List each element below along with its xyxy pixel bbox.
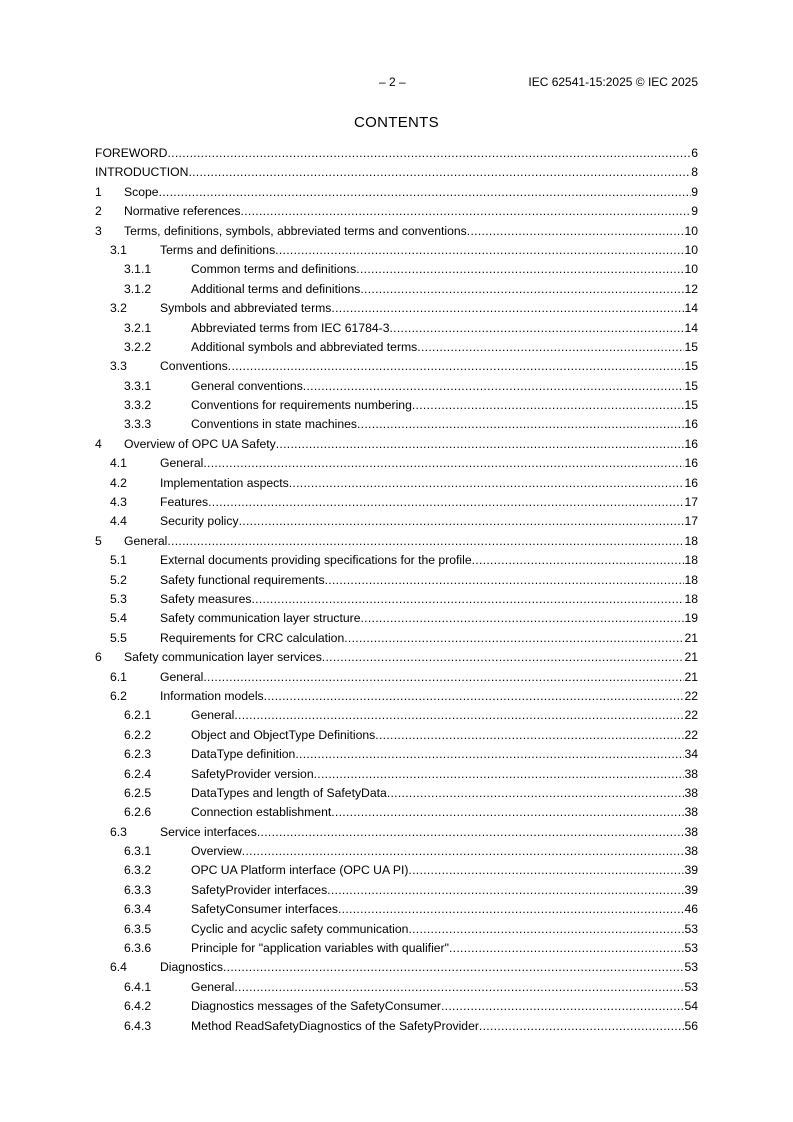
- toc-entry-title: Safety communication layer services: [124, 650, 322, 665]
- toc-entry[interactable]: [95, 765, 698, 784]
- toc-entry-page: 38: [684, 766, 698, 781]
- toc-entry-line: [191, 861, 698, 880]
- toc-dot-leader: [208, 493, 684, 512]
- toc-entry-title: INTRODUCTION: [95, 165, 189, 180]
- toc-entry-title: Overview of OPC UA Safety: [124, 436, 276, 451]
- toc-entry-title: Features: [160, 495, 209, 510]
- toc-dot-leader: [360, 280, 684, 299]
- toc-entry[interactable]: [95, 299, 698, 318]
- toc-entry[interactable]: [95, 415, 698, 434]
- toc-entry[interactable]: [95, 532, 698, 551]
- toc-entry-line: [191, 338, 698, 357]
- toc-entry-page: 54: [684, 999, 698, 1014]
- toc-dot-leader: [408, 920, 684, 939]
- toc-entry[interactable]: [95, 571, 698, 590]
- toc-entry-number: 5.1: [110, 553, 127, 568]
- toc-entry-line: [191, 784, 698, 803]
- toc-entry[interactable]: [95, 590, 698, 609]
- toc-entry-page: 56: [684, 1018, 698, 1033]
- toc-entry-line: [124, 222, 698, 241]
- toc-entry-number: 3.3.1: [124, 378, 152, 393]
- toc-entry[interactable]: [95, 377, 698, 396]
- toc-entry-page: 10: [684, 223, 698, 238]
- toc-entry-title: Service interfaces: [160, 824, 257, 839]
- toc-entry-page: 22: [684, 727, 698, 742]
- toc-entry-page: 18: [684, 553, 698, 568]
- toc-entry-line: [191, 377, 698, 396]
- toc-dot-leader: [159, 183, 692, 202]
- toc-dot-leader: [295, 745, 684, 764]
- toc-entry-page: 46: [684, 902, 698, 917]
- toc-entry-line: [124, 202, 698, 221]
- toc-entry-page: 10: [684, 262, 698, 277]
- toc-dot-leader: [234, 706, 684, 725]
- page-number: – 2 –: [379, 75, 406, 89]
- toc-entry-line: [124, 532, 698, 551]
- toc-entry-line: [124, 648, 698, 667]
- toc-entry-line: [191, 726, 698, 745]
- toc-entry-line: [160, 823, 698, 842]
- toc-entry-page: 21: [684, 650, 698, 665]
- toc-entry-page: 34: [684, 747, 698, 762]
- toc-entry-page: 38: [684, 785, 698, 800]
- toc-entry-line: [191, 842, 698, 861]
- toc-entry[interactable]: [95, 939, 698, 958]
- toc-entry-line: [191, 900, 698, 919]
- toc-entry[interactable]: [95, 978, 698, 997]
- toc-dot-leader: [276, 435, 685, 454]
- toc-dot-leader: [314, 765, 685, 784]
- toc-entry-title: Diagnostics: [160, 960, 223, 975]
- toc-entry[interactable]: [95, 454, 698, 473]
- toc-entry-line: [160, 454, 698, 473]
- toc-entry-title: Method ReadSafetyDiagnostics of the SafetyProvider: [191, 1018, 479, 1033]
- toc-entry-title: Overview: [191, 844, 242, 859]
- toc-entry-line: [191, 978, 698, 997]
- toc-entry-number: 6.2: [110, 688, 127, 703]
- toc-entry-number: 6.2.4: [124, 766, 152, 781]
- toc-entry-number: 4.1: [110, 456, 127, 471]
- toc-entry-title: DataTypes and length of SafetyData: [191, 785, 387, 800]
- toc-dot-leader: [223, 958, 684, 977]
- toc-entry-title: General: [160, 669, 204, 684]
- toc-entry-title: Safety measures: [160, 591, 252, 606]
- toc-entry[interactable]: [95, 183, 698, 202]
- toc-entry-number: 6.3.5: [124, 921, 152, 936]
- toc-entry-title: Symbols and abbreviated terms: [160, 301, 332, 316]
- toc-entry-title: Terms and definitions: [160, 242, 276, 257]
- toc-entry-number: 3.1.1: [124, 262, 152, 277]
- toc-entry-title: Connection establishment: [191, 805, 332, 820]
- toc-dot-leader: [251, 590, 684, 609]
- toc-entry[interactable]: [95, 493, 698, 512]
- toc-entry-page: 38: [684, 824, 698, 839]
- toc-entry-number: 6.3.3: [124, 882, 152, 897]
- toc-entry-page: 15: [684, 378, 698, 393]
- toc-entry-title: Principle for "application variables with qualifier": [191, 941, 449, 956]
- toc-entry-title: General: [191, 708, 235, 723]
- toc-entry[interactable]: [95, 512, 698, 531]
- toc-dot-leader: [322, 648, 685, 667]
- toc-entry-page: 9: [691, 184, 698, 199]
- toc-dot-leader: [389, 319, 684, 338]
- toc-entry-title: Diagnostics messages of the SafetyConsumer: [191, 999, 441, 1014]
- toc-entry-number: 3.3: [110, 359, 127, 374]
- toc-entry-title: SafetyProvider interfaces: [191, 882, 328, 897]
- toc-entry-line: [160, 241, 698, 260]
- toc-entry-line: [160, 668, 698, 687]
- toc-entry-line: [191, 803, 698, 822]
- toc-dot-leader: [357, 415, 684, 434]
- toc-entry-page: 53: [684, 941, 698, 956]
- toc-entry-page: 53: [684, 979, 698, 994]
- toc-entry-page: 18: [684, 591, 698, 606]
- toc-entry[interactable]: [95, 706, 698, 725]
- toc-entry-title: Implementation aspects: [160, 475, 289, 490]
- toc-entry-line: [160, 493, 698, 512]
- toc-entry-title: General: [124, 533, 168, 548]
- toc-entry-title: Terms, definitions, symbols, abbreviated terms and conventions: [124, 223, 467, 238]
- toc-entry-page: 17: [684, 495, 698, 510]
- toc-entry-page: 21: [684, 630, 698, 645]
- toc-entry[interactable]: [95, 900, 698, 919]
- toc-entry[interactable]: [95, 997, 698, 1016]
- toc-entry-number: 6.2.5: [124, 785, 152, 800]
- toc-dot-leader: [472, 551, 685, 570]
- toc-entry-number: 4.4: [110, 514, 127, 529]
- toc-dot-leader: [449, 939, 684, 958]
- toc-dot-leader: [331, 299, 684, 318]
- toc-entry[interactable]: [95, 803, 698, 822]
- toc-entry-page: 39: [684, 882, 698, 897]
- toc-entry[interactable]: [95, 474, 698, 493]
- toc-entry-line: [160, 629, 698, 648]
- toc-dot-leader: [275, 241, 684, 260]
- toc-entry-line: [95, 163, 698, 182]
- toc-entry-page: 38: [684, 805, 698, 820]
- toc-dot-leader: [167, 532, 684, 551]
- toc-entry-page: 8: [691, 165, 698, 180]
- toc-entry-page: 9: [691, 204, 698, 219]
- toc-entry[interactable]: [95, 260, 698, 279]
- toc-entry[interactable]: [95, 861, 698, 880]
- toc-entry[interactable]: [95, 163, 698, 182]
- toc-entry[interactable]: [95, 1017, 698, 1036]
- toc-entry-page: 53: [684, 921, 698, 936]
- toc-entry-number: 4: [95, 436, 102, 451]
- toc-dot-leader: [264, 687, 685, 706]
- toc-entry-number: 3.2: [110, 301, 127, 316]
- toc-entry-line: [160, 299, 698, 318]
- toc-entry-number: 6.4.2: [124, 999, 152, 1014]
- toc-dot-leader: [203, 668, 684, 687]
- toc-entry[interactable]: [95, 357, 698, 376]
- toc-entry-title: Requirements for CRC calculation: [160, 630, 345, 645]
- toc-dot-leader: [203, 454, 684, 473]
- toc-entry-page: 15: [684, 398, 698, 413]
- toc-entry-title: SafetyProvider version: [191, 766, 314, 781]
- toc-entry-title: Conventions: [160, 359, 228, 374]
- toc-entry-title: General: [191, 979, 235, 994]
- toc-entry[interactable]: [95, 144, 698, 163]
- toc-entry-title: Common terms and definitions: [191, 262, 357, 277]
- toc-dot-leader: [331, 803, 684, 822]
- toc-entry-line: [191, 920, 698, 939]
- toc-entry-number: 4.3: [110, 495, 127, 510]
- toc-entry-line: [160, 609, 698, 628]
- toc-entry-number: 5.5: [110, 630, 127, 645]
- toc-entry-line: [191, 745, 698, 764]
- toc-entry-page: 14: [684, 320, 698, 335]
- toc-dot-leader: [479, 1017, 685, 1036]
- page-title: CONTENTS: [354, 114, 439, 131]
- toc-entry-number: 6.4.3: [124, 1018, 152, 1033]
- toc-entry-page: 39: [684, 863, 698, 878]
- toc-entry-line: [191, 319, 698, 338]
- toc-dot-leader: [239, 512, 685, 531]
- toc-entry-line: [95, 144, 698, 163]
- toc-dot-leader: [408, 861, 684, 880]
- toc-entry-line: [191, 1017, 698, 1036]
- toc-entry-number: 3.2.1: [124, 320, 152, 335]
- toc-entry[interactable]: [95, 551, 698, 570]
- toc-entry-page: 16: [684, 417, 698, 432]
- toc-entry-line: [191, 881, 698, 900]
- toc-entry-number: 6.2.2: [124, 727, 152, 742]
- toc-entry-line: [124, 435, 698, 454]
- toc-entry-title: External documents providing specifications for the profile: [160, 553, 472, 568]
- toc-entry-number: 5.4: [110, 611, 127, 626]
- toc-dot-leader: [167, 144, 691, 163]
- toc-entry-page: 22: [684, 708, 698, 723]
- toc-entry-number: 3.1.2: [124, 281, 152, 296]
- toc-entry-number: 2: [95, 204, 102, 219]
- toc-entry-line: [191, 396, 698, 415]
- toc-entry-title: DataType definition: [191, 747, 296, 762]
- toc-entry[interactable]: [95, 609, 698, 628]
- toc-dot-leader: [289, 474, 685, 493]
- toc-entry[interactable]: [95, 920, 698, 939]
- toc-dot-leader: [242, 842, 685, 861]
- toc-dot-leader: [412, 396, 685, 415]
- toc-entry-page: 18: [684, 533, 698, 548]
- toc-entry-number: 6.1: [110, 669, 127, 684]
- toc-entry-page: 15: [684, 359, 698, 374]
- toc-dot-leader: [361, 609, 685, 628]
- toc-dot-leader: [467, 222, 685, 241]
- toc-entry[interactable]: [95, 726, 698, 745]
- toc-entry-page: 10: [684, 242, 698, 257]
- toc-entry-title: OPC UA Platform interface (OPC UA PI): [191, 863, 409, 878]
- toc-entry-page: 18: [684, 572, 698, 587]
- toc-entry-line: [124, 183, 698, 202]
- toc-entry-number: 5.2: [110, 572, 127, 587]
- toc-entry[interactable]: [95, 319, 698, 338]
- toc-entry-page: 6: [691, 146, 698, 160]
- toc-entry-title: FOREWORD: [95, 146, 168, 160]
- toc-entry-number: 6.3: [110, 824, 127, 839]
- toc-entry[interactable]: [95, 241, 698, 260]
- toc-dot-leader: [338, 900, 684, 919]
- toc-dot-leader: [344, 629, 684, 648]
- toc-entry-line: [160, 571, 698, 590]
- toc-entry-number: 3.3.3: [124, 417, 152, 432]
- toc-entry-number: 6.4.1: [124, 979, 152, 994]
- toc-entry-line: [160, 958, 698, 977]
- toc-entry[interactable]: [95, 280, 698, 299]
- toc-entry-line: [160, 590, 698, 609]
- toc-entry-title: Additional terms and definitions: [191, 281, 361, 296]
- toc-entry-title: Information models: [160, 688, 264, 703]
- toc-dot-leader: [228, 357, 685, 376]
- toc-entry-number: 3: [95, 223, 102, 238]
- toc-entry-title: Security policy: [160, 514, 239, 529]
- toc-entry[interactable]: [95, 435, 698, 454]
- toc-entry-page: 22: [684, 688, 698, 703]
- toc-entry-title: General conventions: [191, 378, 303, 393]
- toc-entry[interactable]: [95, 745, 698, 764]
- toc-dot-leader: [325, 571, 685, 590]
- toc-entry-line: [191, 997, 698, 1016]
- toc-entry-number: 6.3.1: [124, 844, 152, 859]
- toc-entry-line: [160, 474, 698, 493]
- toc-entry-page: 16: [684, 436, 698, 451]
- toc-dot-leader: [303, 377, 685, 396]
- toc-entry[interactable]: [95, 881, 698, 900]
- toc-entry-line: [160, 687, 698, 706]
- toc-entry[interactable]: [95, 338, 698, 357]
- table-of-contents: [95, 144, 698, 1036]
- toc-entry[interactable]: [95, 823, 698, 842]
- toc-entry-title: Safety functional requirements: [160, 572, 325, 587]
- toc-entry[interactable]: [95, 396, 698, 415]
- toc-dot-leader: [441, 997, 684, 1016]
- toc-entry-line: [191, 260, 698, 279]
- toc-entry-number: 6.4: [110, 960, 127, 975]
- toc-entry-number: 6.3.2: [124, 863, 152, 878]
- toc-entry-line: [191, 415, 698, 434]
- toc-entry[interactable]: [95, 687, 698, 706]
- toc-dot-leader: [234, 978, 684, 997]
- toc-entry-page: 15: [684, 339, 698, 354]
- toc-entry-line: [191, 765, 698, 784]
- toc-entry[interactable]: [95, 629, 698, 648]
- toc-entry-line: [191, 939, 698, 958]
- toc-entry-number: 5: [95, 533, 102, 548]
- toc-entry-title: Cyclic and acyclic safety communication: [191, 921, 409, 936]
- toc-entry-line: [191, 280, 698, 299]
- toc-entry[interactable]: [95, 958, 698, 977]
- toc-entry-number: 6.3.4: [124, 902, 152, 917]
- toc-entry-title: Safety communication layer structure: [160, 611, 361, 626]
- toc-entry[interactable]: [95, 202, 698, 221]
- toc-entry-line: [160, 551, 698, 570]
- toc-entry[interactable]: [95, 784, 698, 803]
- page-header: [95, 75, 698, 93]
- toc-entry-title: Object and ObjectType Definitions: [191, 727, 376, 742]
- toc-entry[interactable]: [95, 668, 698, 687]
- toc-entry-number: 3.1: [110, 242, 127, 257]
- toc-entry-title: Additional symbols and abbreviated terms: [191, 339, 418, 354]
- toc-entry-page: 38: [684, 844, 698, 859]
- toc-entry-page: 16: [684, 456, 698, 471]
- toc-entry-title: SafetyConsumer interfaces: [191, 902, 338, 917]
- toc-dot-leader: [417, 338, 684, 357]
- toc-entry-number: 6.3.6: [124, 941, 152, 956]
- toc-dot-leader: [188, 163, 691, 182]
- toc-dot-leader: [327, 881, 684, 900]
- toc-dot-leader: [375, 726, 684, 745]
- toc-entry-title: Abbreviated terms from IEC 61784-3: [191, 320, 390, 335]
- toc-entry-page: 14: [684, 301, 698, 316]
- toc-dot-leader: [257, 823, 685, 842]
- toc-entry-title: Conventions in state machines: [191, 417, 357, 432]
- toc-entry-number: 6.2.3: [124, 747, 152, 762]
- toc-entry-line: [160, 357, 698, 376]
- toc-entry-page: 53: [684, 960, 698, 975]
- toc-entry[interactable]: [95, 648, 698, 667]
- toc-entry[interactable]: [95, 222, 698, 241]
- toc-entry-number: 1: [95, 184, 102, 199]
- toc-dot-leader: [387, 784, 685, 803]
- toc-entry-number: 6.2.1: [124, 708, 152, 723]
- toc-entry-title: Conventions for requirements numbering: [191, 398, 412, 413]
- toc-entry-number: 6: [95, 650, 102, 665]
- toc-entry[interactable]: [95, 842, 698, 861]
- toc-entry-number: 4.2: [110, 475, 127, 490]
- toc-entry-number: 3.3.2: [124, 398, 152, 413]
- toc-entry-page: 12: [684, 281, 698, 296]
- toc-entry-number: 5.3: [110, 591, 127, 606]
- toc-entry-page: 17: [684, 514, 698, 529]
- standard-identifier: IEC 62541-15:2025 © IEC 2025: [528, 75, 698, 89]
- toc-entry-number: 6.2.6: [124, 805, 152, 820]
- toc-entry-page: 21: [684, 669, 698, 684]
- toc-entry-title: General: [160, 456, 204, 471]
- toc-entry-title: Scope: [124, 184, 159, 199]
- toc-entry-line: [160, 512, 698, 531]
- toc-entry-number: 3.2.2: [124, 339, 152, 354]
- toc-entry-line: [191, 706, 698, 725]
- toc-entry-page: 16: [684, 475, 698, 490]
- toc-entry-page: 19: [684, 611, 698, 626]
- toc-entry-title: Normative references: [124, 204, 241, 219]
- toc-dot-leader: [356, 260, 684, 279]
- toc-dot-leader: [241, 202, 692, 221]
